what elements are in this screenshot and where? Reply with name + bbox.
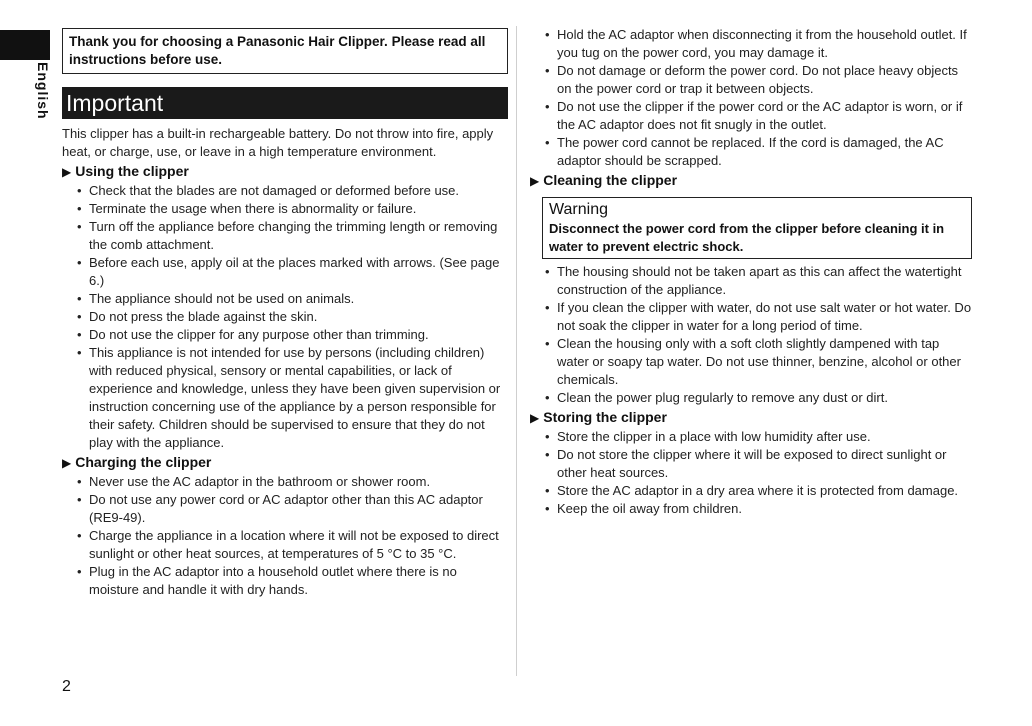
list-item: • If you clean the clipper with water, do not use salt water or hot water. Do not soak the clipper in water for a long period of time. <box>545 299 972 335</box>
list-item: • Before each use, apply oil at the places marked with arrows. (See page 6.) <box>77 254 508 290</box>
cleaning-heading-text: Cleaning the clipper <box>543 172 678 188</box>
list-item: • Do not use the clipper for any purpose other than trimming. <box>77 326 508 344</box>
list-item: • Plug in the AC adaptor into a household outlet where there is no moisture and handle it with dry hands. <box>77 563 508 599</box>
page-number: 2 <box>62 678 71 695</box>
list-item: • Clean the power plug regularly to remove any dust or dirt. <box>545 389 972 407</box>
charging-heading <box>62 453 508 473</box>
storing-heading <box>530 408 972 428</box>
cleaning-heading <box>530 171 972 191</box>
battery-intro: This clipper has a built-in rechargeable battery. Do not throw into fire, apply heat, or charge, use, or leave in a high temperature environment. <box>62 126 494 159</box>
list-item: • Charge the appliance in a location where it will not be exposed to direct sunlight or other heat sources, at temperatures of 5 °C to 35 °C. <box>77 527 508 563</box>
warning-title: Warning <box>549 201 608 218</box>
warning-text: Disconnect the power cord from the clipper before cleaning it in water to prevent electric shock. <box>549 221 945 254</box>
triangle-bullet-icon: ▶ <box>530 174 540 188</box>
storing-list <box>530 428 972 518</box>
list-item: • Keep the oil away from children. <box>545 500 972 518</box>
list-item: • Do not use any power cord or AC adaptor other than this AC adaptor (RE9-49). <box>77 491 508 527</box>
list-item: • Terminate the usage when there is abnormality or failure. <box>77 200 508 218</box>
triangle-bullet-icon: ▶ <box>62 456 72 470</box>
list-item: • Turn off the appliance before changing the trimming length or removing the comb attachment. <box>77 218 508 254</box>
list-item: • Store the clipper in a place with low humidity after use. <box>545 428 972 446</box>
thank-you-notice: Thank you for choosing a Panasonic Hair Clipper. Please read all instructions before use. <box>62 28 508 74</box>
list-item: • Do not use the clipper if the power cord or the AC adaptor is worn, or if the AC adaptor does not fit snugly in the outlet. <box>545 98 972 134</box>
left-column <box>62 28 508 599</box>
cleaning-list <box>530 263 972 407</box>
list-item: • Store the AC adaptor in a dry area where it is protected from damage. <box>545 482 972 500</box>
important-heading: Important <box>62 87 508 119</box>
triangle-bullet-icon: ▶ <box>530 411 540 425</box>
storing-heading-text: Storing the clipper <box>543 409 667 425</box>
using-heading-text: Using the clipper <box>75 163 189 179</box>
list-item: • Clean the housing only with a soft cloth slightly dampened with tap water or soapy tap water. Do not use thinner, benzine, alcohol or other chemicals. <box>545 335 972 389</box>
charging-heading-text: Charging the clipper <box>75 454 212 470</box>
warning-box <box>542 197 972 259</box>
triangle-bullet-icon: ▶ <box>62 165 72 179</box>
list-item: • The power cord cannot be replaced. If the cord is damaged, the AC adaptor should be scrapped. <box>545 134 972 170</box>
list-item: • Check that the blades are not damaged or deformed before use. <box>77 182 508 200</box>
using-heading <box>62 162 508 182</box>
power-cord-list <box>530 26 972 170</box>
list-item: • Do not press the blade against the skin. <box>77 308 508 326</box>
language-label: English <box>35 62 51 120</box>
list-item: • Do not damage or deform the power cord. Do not place heavy objects on the power cord or trap it between objects. <box>545 62 972 98</box>
list-item: • The appliance should not be used on animals. <box>77 290 508 308</box>
using-list <box>62 182 508 452</box>
column-divider <box>516 26 517 676</box>
language-tab-marker <box>0 30 50 60</box>
list-item: • Never use the AC adaptor in the bathroom or shower room. <box>77 473 508 491</box>
list-item: • Hold the AC adaptor when disconnecting it from the household outlet. If you tug on the power cord, you may damage it. <box>545 26 972 62</box>
right-column <box>530 26 972 518</box>
list-item: • The housing should not be taken apart as this can affect the watertight construction of the appliance. <box>545 263 972 299</box>
list-item: • Do not store the clipper where it will be exposed to direct sunlight or other heat sources. <box>545 446 972 482</box>
charging-list <box>62 473 508 599</box>
list-item: • This appliance is not intended for use by persons (including children) with reduced physical, sensory or mental capabilities, or lack of experience and knowledge, unless they have been given supervision or instruction concerning use of the appliance by a person responsible for their safety. Children should be supervised to ensure that they do not play with the appliance. <box>77 344 508 452</box>
